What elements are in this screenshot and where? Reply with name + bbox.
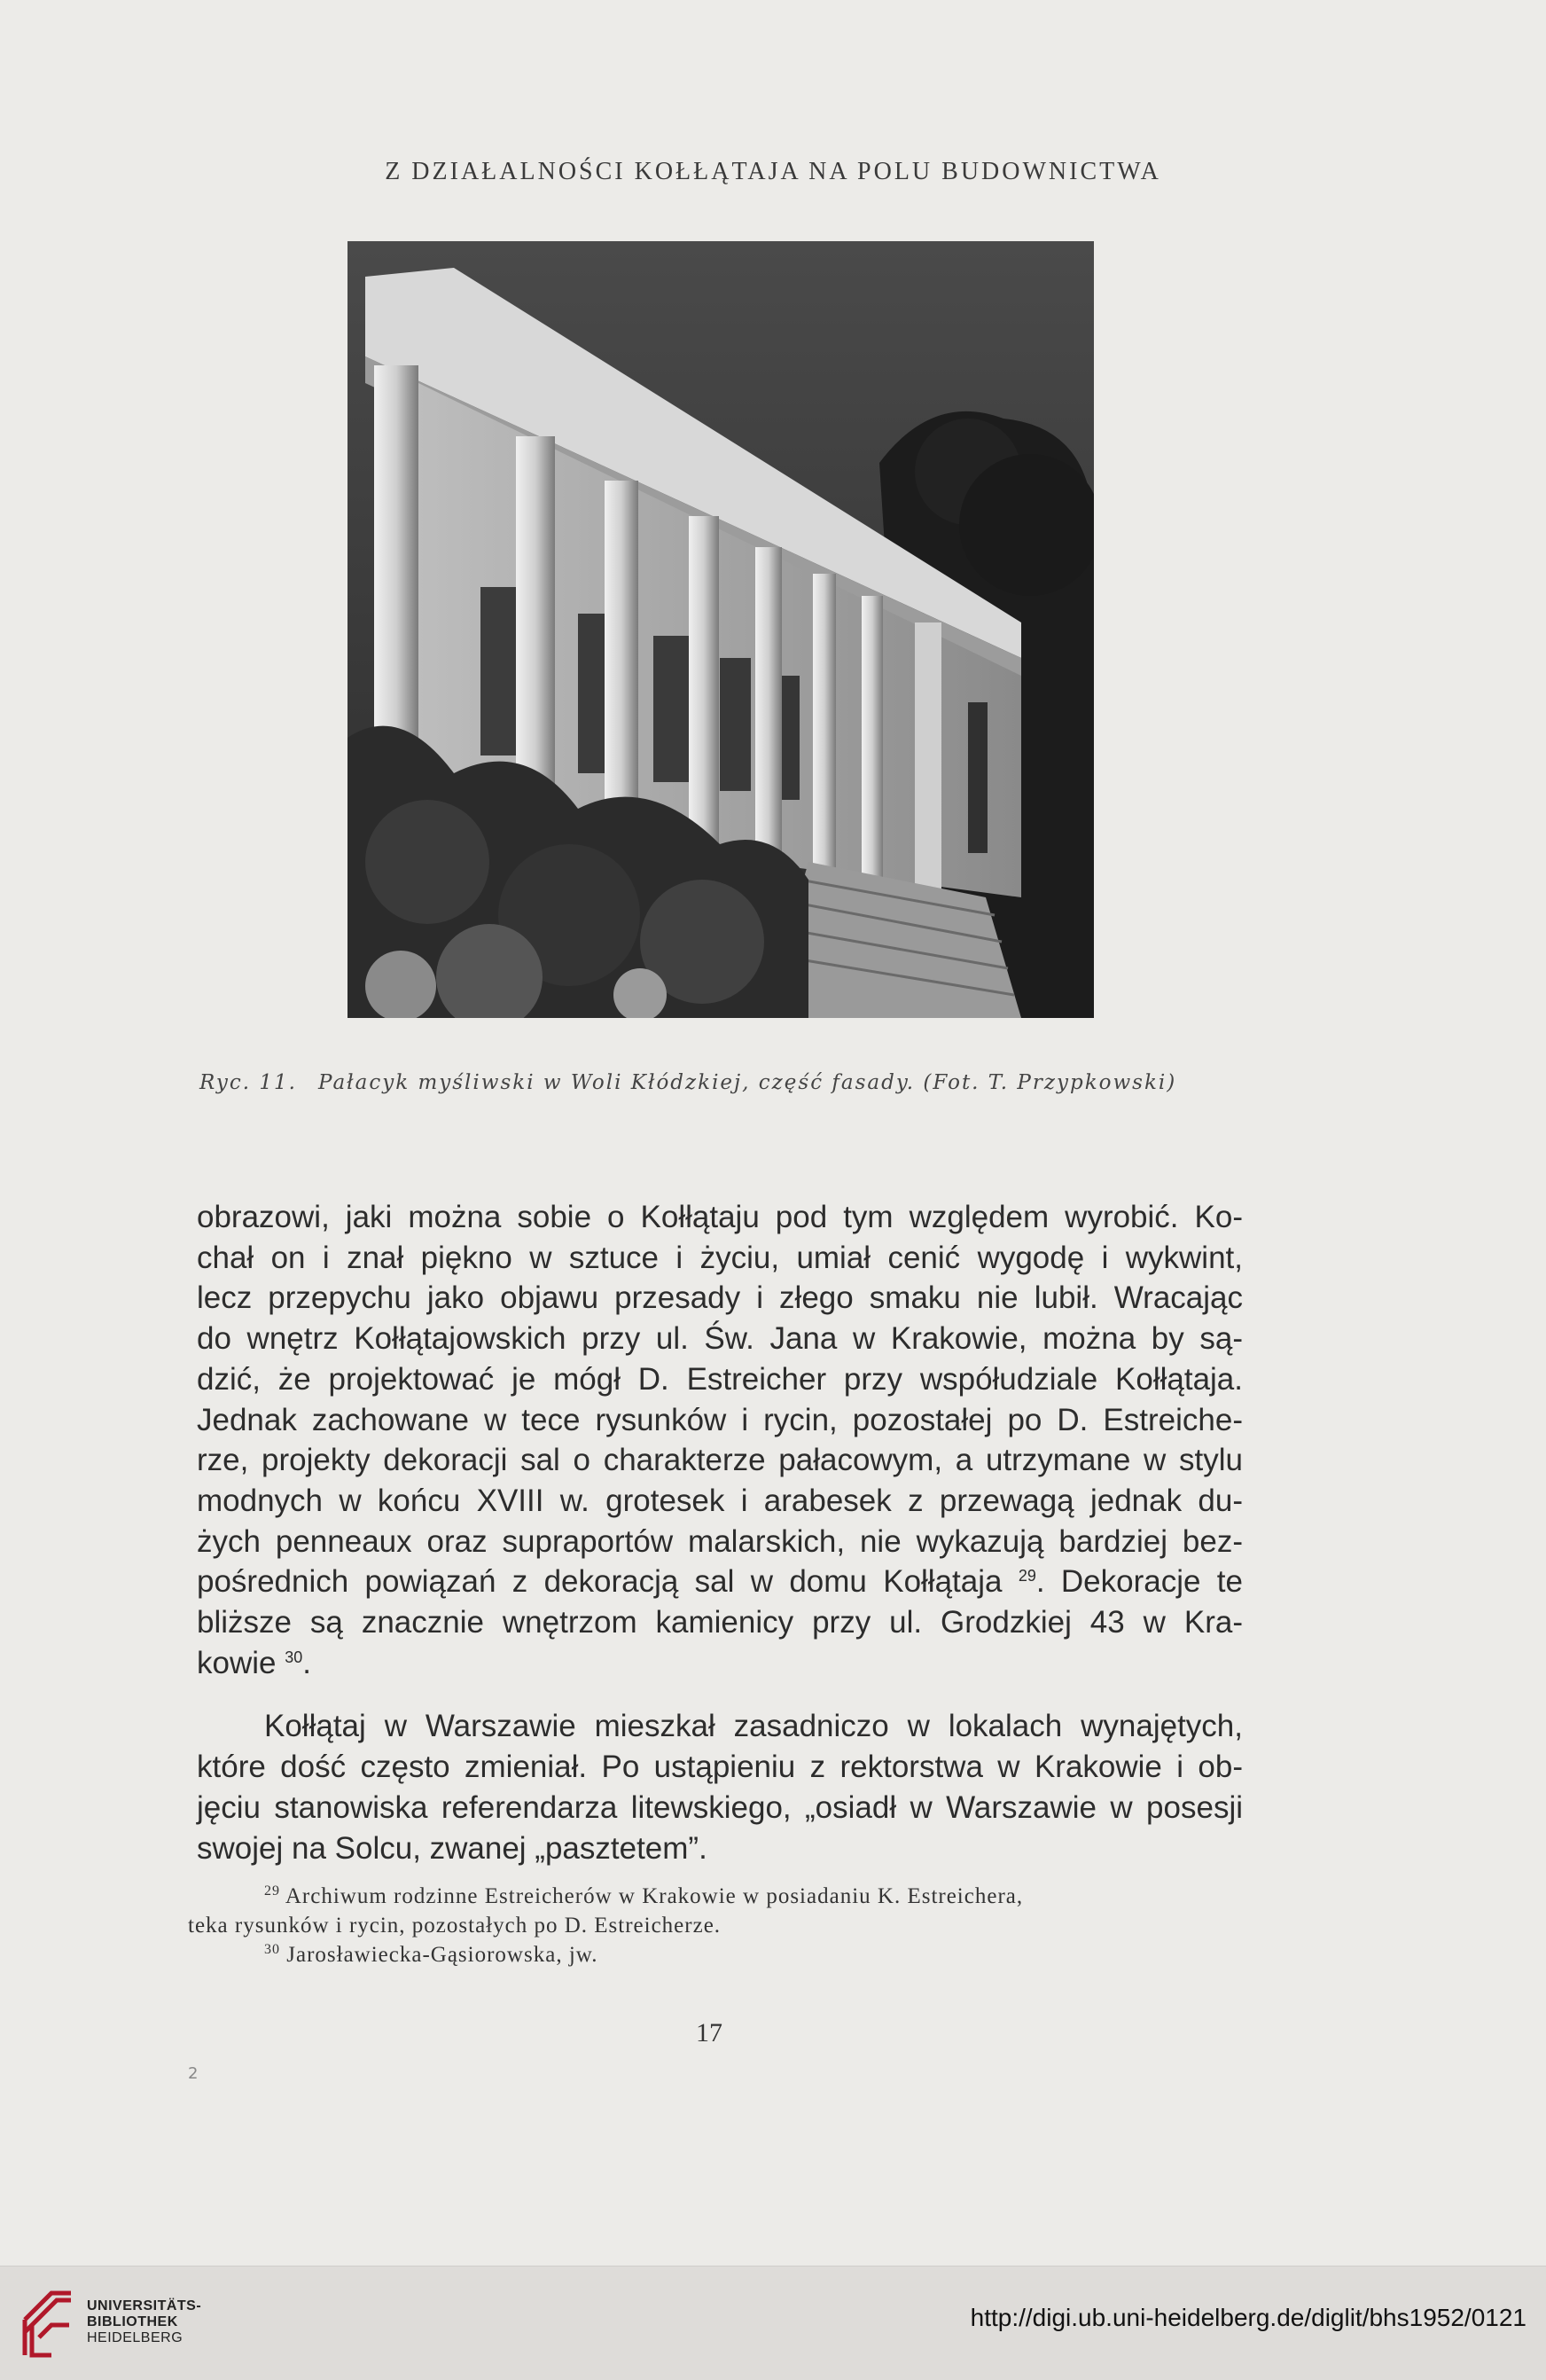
text-line: rze, projekty dekoracji sal o charakterze pałacowym, a utrzymane w stylu — [197, 1443, 1243, 1478]
figure-caption-text: Pałacyk myśliwski w Woli Kłódzkiej, część fasady. (Fot. T. Przypkowski) — [318, 1071, 1177, 1094]
text-line: dzić, że projektować je mógł D. Estreicher przy współudziale Kołłątaja. — [197, 1361, 1243, 1397]
footnote-text: Jarosławiecka-Gąsiorowska, jw. — [286, 1943, 598, 1967]
text-line: które dość często zmieniał. Po ustąpieniu z rektorstwa w Krakowie i ob- — [197, 1750, 1243, 1785]
library-name — [87, 2298, 201, 2346]
text-line: chał on i znał piękno w sztuce i życiu, umiał cenić wygodę i wykwint, — [197, 1240, 1243, 1275]
footnote-29-continuation: teka rysunków i rycin, pozostałych po D. Estreicherze. — [188, 1914, 722, 1938]
ub-heidelberg-logo-icon — [16, 2284, 76, 2362]
text-segment: kowie — [197, 1645, 277, 1680]
photo-illustration — [347, 241, 1094, 1018]
digitization-footer — [0, 2266, 1546, 2380]
library-name-line: BIBLIOTHEK — [87, 2314, 178, 2329]
source-url-link[interactable]: http://digi.ub.uni-heidelberg.de/diglit/bhs1952/0121 — [970, 2304, 1526, 2331]
text-line: żych penneaux oraz supraportów malarskich, nie wykazują bardziej bez- — [197, 1523, 1243, 1559]
footnote-30 — [188, 1940, 1234, 1969]
text-segment: . Dekoracje te — [1035, 1564, 1243, 1600]
footnotes — [188, 1882, 1234, 1969]
footnote-29 — [188, 1882, 1234, 1911]
text-segment: pośrednich powiązań z dekoracją sal w domu Kołłątaja — [197, 1564, 1003, 1600]
page-number: 17 — [696, 2018, 722, 2047]
text-line-with-note — [197, 1643, 1243, 1684]
running-head: Z DZIAŁALNOŚCI KOŁŁĄTAJA NA POLU BUDOWNICTWA — [385, 158, 1161, 185]
body-text — [197, 1197, 1243, 1868]
footnote-reference: 30 — [285, 1648, 303, 1666]
figure-caption-number: Ryc. 11. — [199, 1071, 297, 1094]
footnote-text: Archiwum rodzinne Estreicherów w Krakowie w posiadaniu K. Estreichera, — [285, 1884, 1024, 1908]
text-line: obrazowi, jaki można sobie o Kołłątaju pod tym względem wyrobić. Ko- — [197, 1200, 1243, 1234]
figure-caption — [199, 1071, 1370, 1094]
text-line: modnych w końcu XVIII w. grotesek i arabesek z przewagą jednak du- — [197, 1483, 1243, 1518]
text-segment: . — [302, 1645, 311, 1680]
margin-mark: 2 — [188, 2064, 199, 2083]
footnote-reference: 29 — [1018, 1567, 1036, 1585]
text-line: lecz przepychu jako objawu przesady i złego smaku nie lubił. Wracając — [197, 1280, 1243, 1316]
text-line: bliższe są znacznie wnętrzom kamienicy przy ul. Grodzkiej 43 w Kra- — [197, 1605, 1243, 1640]
text-line: swojej na Solcu, zwanej „pasztetem”. — [197, 1830, 707, 1866]
figure-photo-hunting-lodge — [347, 241, 1094, 1018]
library-name-line: UNIVERSITÄTS- — [87, 2298, 202, 2313]
text-line: jęciu stanowiska referendarza litewskiego, „osiadł w Warszawie w posesji — [197, 1789, 1243, 1825]
text-line: Jednak zachowane w tece rysunków i rycin, pozostałej po D. Estreiche- — [197, 1402, 1243, 1437]
footnote-number: 30 — [264, 1942, 280, 1957]
text-line: do wnętrz Kołłątajowskich przy ul. Św. Jana w Krakowie, można by są- — [197, 1321, 1243, 1357]
text-line: Kołłątaj w Warszawie mieszkał zasadniczo w lokalach wynajętych, — [264, 1709, 1243, 1744]
footnote-number: 29 — [264, 1883, 280, 1899]
text-line-with-note — [197, 1562, 1243, 1602]
paragraph-1 — [197, 1197, 1243, 1683]
library-name-line: HEIDELBERG — [87, 2330, 183, 2345]
paragraph-2 — [197, 1706, 1243, 1868]
